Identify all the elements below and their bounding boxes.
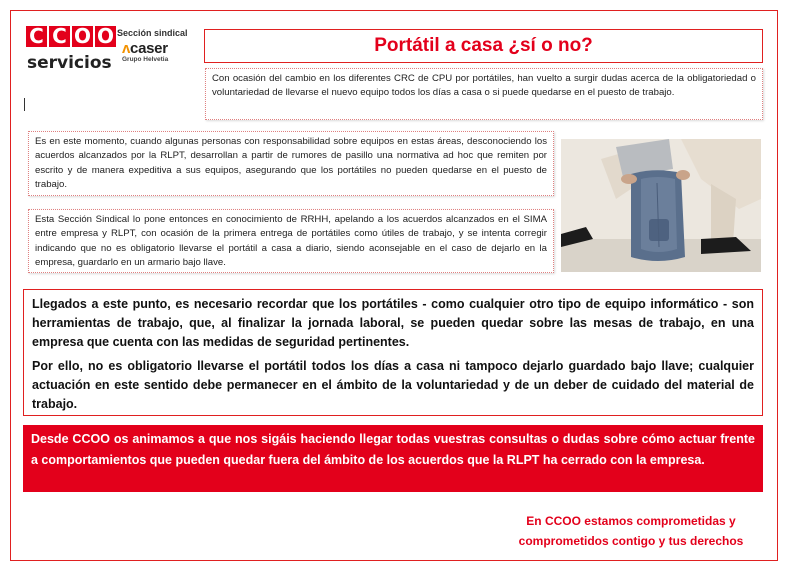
intro-paragraph: Con ocasión del cambio en los diferentes CRC de CPU por portátiles, han vuelto a surgir dudas acerca de la obligatoriedad o voluntariedad de llevarse el nuevo equipo todos los días a casa o si puede quedarse en el puesto de trabajo. bbox=[205, 68, 763, 120]
logo-letter: O bbox=[73, 24, 91, 48]
laptop-backpack-photo bbox=[561, 139, 761, 272]
ccoo-logo bbox=[26, 26, 116, 56]
caser-logo bbox=[122, 40, 168, 57]
logo-letter: O bbox=[96, 24, 114, 48]
title-box bbox=[204, 29, 763, 63]
footer-slogan bbox=[486, 511, 776, 551]
logo-letter: C bbox=[26, 26, 47, 47]
callout-text: Desde CCOO os animamos a que nos sigáis haciendo llegar todas vuestras consultas o dudas sobre cómo actuar frente a comportamientos que pueden quedar fuera del ámbito de los acuerdos que la RLPT ha cerrado con la empresa. bbox=[31, 432, 755, 467]
callout-box bbox=[23, 425, 763, 492]
caser-name: caser bbox=[130, 40, 168, 57]
photo-illustration bbox=[561, 139, 761, 272]
page-title: Portátil a casa ¿sí o no? bbox=[374, 35, 593, 56]
caser-subtitle: Grupo Helvetia bbox=[122, 56, 169, 63]
footer-line-2: comprometidos contigo y tus derechos bbox=[518, 534, 744, 548]
action-paragraph: Esta Sección Sindical lo pone entonces en conocimiento de RRHH, apelando a los acuerdos alcanzados en el SIMA entre empresa y RLPT, con ocasión de la primera entrega de portátiles como útiles de trabajo, y se intenta corregir indicando que no es obligatorio llevarse el portátil a casa a diario, siendo aconsejable en el caso de dejarlo en la empresa, guardarlo en un armario bajo llave. bbox=[28, 209, 554, 273]
context-paragraph: Es en este momento, cuando algunas personas con responsabilidad sobre equipos en estas áreas, desconociendo los acuerdos alcanzados por la RLPT, desarrollan a partir de rumores de pasillo una normativa ad hoc que remiten por escrito y de manera expeditiva a sus equipos, asegurando que los portátiles no pueden quedarse en el puesto de trabajo. bbox=[28, 131, 554, 196]
key-message-box bbox=[23, 289, 763, 416]
footer-line-1: En CCOO estamos comprometidas y bbox=[526, 514, 736, 528]
section-label: Sección sindical bbox=[117, 28, 188, 38]
caser-swoosh-icon: ᴧ bbox=[122, 40, 131, 57]
logo-letter: C bbox=[49, 26, 70, 47]
text-cursor bbox=[24, 98, 25, 111]
key-message-paragraph-2: Por ello, no es obligatorio llevarse el portátil todos los días a casa ni tampoco dejarlo guardado bajo llave; cualquier actuación en este sentido debe permanecer en el ámbito de la voluntariedad y de un deber de cuidado del material de trabajo. bbox=[32, 359, 754, 411]
key-message-paragraph-1: Llegados a este punto, es necesario recordar que los portátiles - como cualquier otro tipo de equipo informático - son herramientas de trabajo, que, al finalizar la jornada laboral, se pueden quedar sobre las mesas de trabajo, en una empresa que cuenta con las medidas de seguridad pertinentes. bbox=[32, 297, 754, 349]
logo-subtitle: servicios bbox=[27, 53, 112, 73]
